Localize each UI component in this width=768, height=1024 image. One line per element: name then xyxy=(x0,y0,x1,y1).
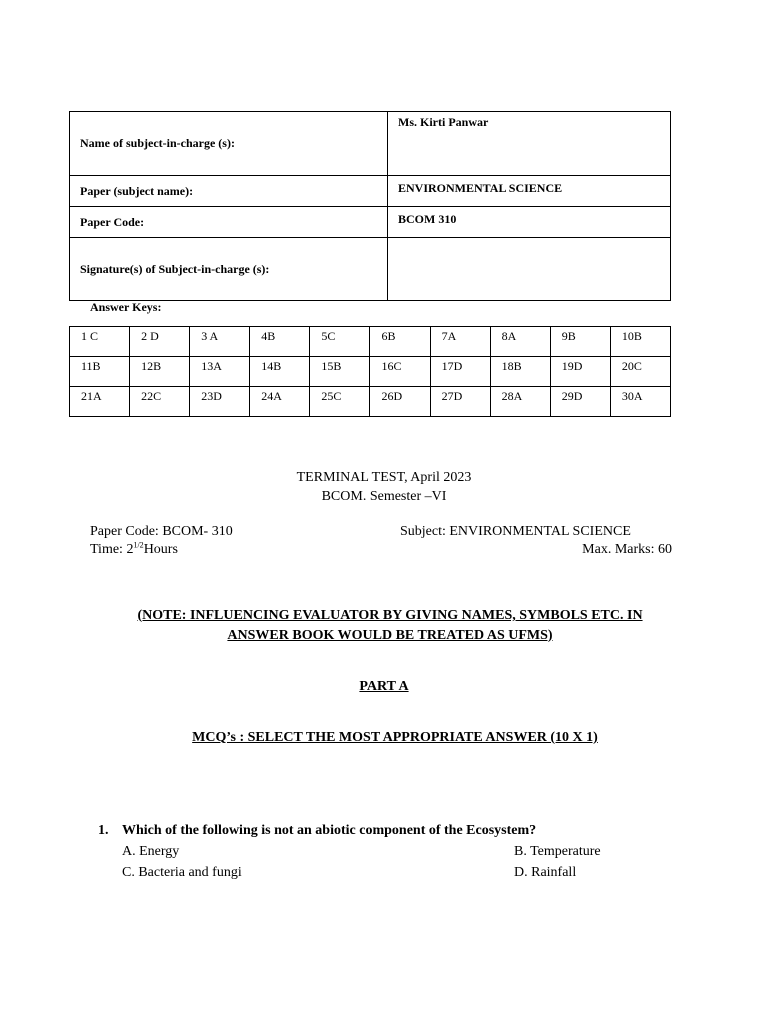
question-option-c: C. Bacteria and fungi xyxy=(122,865,242,880)
answer-key-cell: 21A xyxy=(70,387,130,417)
exam-paper-code: Paper Code: BCOM- 310 xyxy=(90,524,233,539)
answer-key-cell: 4B xyxy=(250,327,310,357)
question-option-d: D. Rainfall xyxy=(514,865,577,880)
answer-key-cell: 14B xyxy=(250,357,310,387)
answer-key-cell: 17D xyxy=(430,357,490,387)
answer-keys-table xyxy=(69,326,671,417)
signature-label: Signature(s) of Subject-in-charge (s): xyxy=(70,238,388,301)
exam-subject: Subject: ENVIRONMENTAL SCIENCE xyxy=(400,524,631,539)
answer-key-cell: 24A xyxy=(250,387,310,417)
answer-key-cell: 16C xyxy=(370,357,430,387)
answer-key-cell: 23D xyxy=(190,387,250,417)
note-line-1: (NOTE: INFLUENCING EVALUATOR BY GIVING NAMES, SYMBOLS ETC. IN xyxy=(137,608,643,623)
answer-key-cell: 19D xyxy=(550,357,610,387)
answer-key-cell: 15B xyxy=(310,357,370,387)
answer-key-cell: 13A xyxy=(190,357,250,387)
answer-key-cell: 22C xyxy=(130,387,190,417)
table-row xyxy=(70,357,671,387)
subject-info-table xyxy=(69,111,671,301)
exam-title: TERMINAL TEST, April 2023 xyxy=(296,470,472,485)
paper-code-label: Paper Code: xyxy=(70,207,388,238)
answer-key-cell: 12B xyxy=(130,357,190,387)
answer-key-cell: 28A xyxy=(490,387,550,417)
answer-key-cell: 9B xyxy=(550,327,610,357)
question-option-b: B. Temperature xyxy=(514,844,601,859)
answer-key-cell: 20C xyxy=(610,357,670,387)
table-row xyxy=(70,327,671,357)
signature-value xyxy=(388,238,671,301)
paper-name-label: Paper (subject name): xyxy=(70,176,388,207)
time-fraction: 1/2 xyxy=(133,540,144,550)
exam-max-marks: Max. Marks: 60 xyxy=(582,542,672,557)
answer-key-cell: 5C xyxy=(310,327,370,357)
answer-key-cell: 8A xyxy=(490,327,550,357)
note-line-2: ANSWER BOOK WOULD BE TREATED AS UFMS) xyxy=(227,628,553,643)
answer-keys-label: Answer Keys: xyxy=(90,300,162,314)
question-text: Which of the following is not an abiotic component of the Ecosystem? xyxy=(122,823,537,838)
answer-key-cell: 25C xyxy=(310,387,370,417)
exam-time xyxy=(90,542,178,558)
exam-course: BCOM. Semester –VI xyxy=(321,489,447,504)
answer-key-cell: 27D xyxy=(430,387,490,417)
subject-in-charge-label: Name of subject-in-charge (s): xyxy=(70,112,388,176)
paper-code-value: BCOM 310 xyxy=(388,207,671,238)
answer-key-cell: 11B xyxy=(70,357,130,387)
question-option-a: A. Energy xyxy=(122,844,180,859)
paper-name-value: ENVIRONMENTAL SCIENCE xyxy=(388,176,671,207)
answer-key-cell: 30A xyxy=(610,387,670,417)
answer-key-cell: 3 A xyxy=(190,327,250,357)
answer-key-cell: 10B xyxy=(610,327,670,357)
mcq-heading: MCQ’s : SELECT THE MOST APPROPRIATE ANSWER (10 X 1) xyxy=(192,730,598,745)
time-prefix: Time: 2 xyxy=(90,542,134,557)
answer-key-cell: 6B xyxy=(370,327,430,357)
answer-key-cell: 7A xyxy=(430,327,490,357)
time-suffix: Hours xyxy=(143,542,178,557)
answer-key-cell: 29D xyxy=(550,387,610,417)
part-a-heading: PART A xyxy=(359,679,409,694)
question-number: 1. xyxy=(98,823,109,838)
answer-key-cell: 18B xyxy=(490,357,550,387)
exam-note xyxy=(0,606,768,646)
answer-key-cell: 1 C xyxy=(70,327,130,357)
answer-key-cell: 2 D xyxy=(130,327,190,357)
table-row xyxy=(70,387,671,417)
subject-in-charge-value: Ms. Kirti Panwar xyxy=(388,112,671,176)
answer-key-cell: 26D xyxy=(370,387,430,417)
